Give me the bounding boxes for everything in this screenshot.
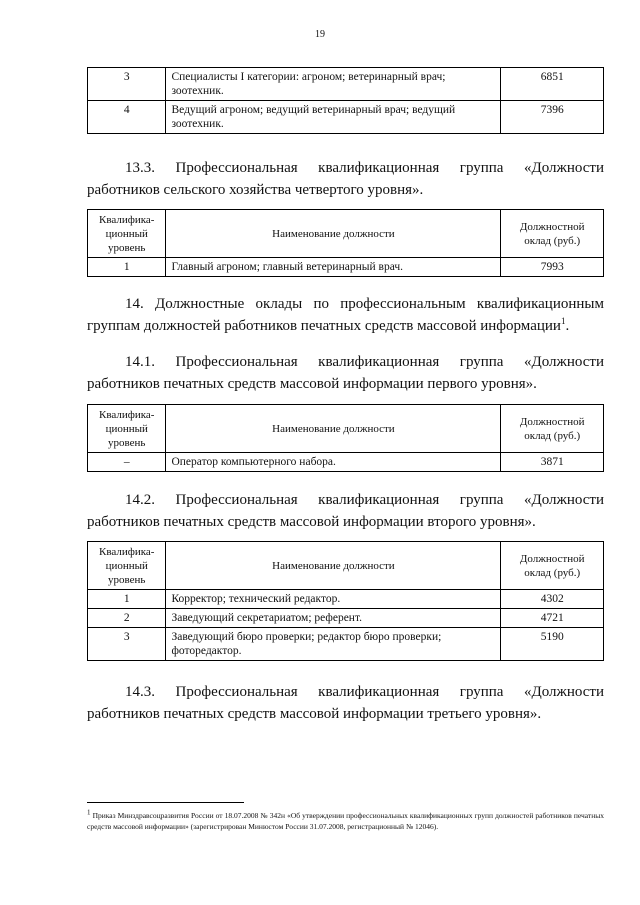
column-header-salary: Должностной оклад (руб.) — [501, 405, 604, 453]
section-13-3-heading — [87, 157, 604, 201]
paragraph-line: 14. Должностные оклады по профессиональным квалификационным — [125, 296, 604, 312]
column-header-level: Квалифика-ционный уровень — [88, 210, 166, 258]
table-row — [88, 609, 604, 628]
level-cell: 1 — [88, 258, 166, 277]
paragraph-line: работников печатных средств массовой информации первого уровня». — [87, 376, 537, 392]
paragraph-line: 14.1. Профессиональная квалификационная группа «Должности — [125, 354, 604, 370]
table-header-row — [88, 405, 604, 453]
table-row — [88, 68, 604, 101]
table-media-first-level — [87, 404, 604, 472]
paragraph-line: 13.3. Профессиональная квалификационная группа «Должности — [125, 160, 604, 176]
table-row — [88, 628, 604, 661]
page-number: 19 — [315, 29, 325, 40]
column-header-level: Квалифика-ционный уровень — [88, 405, 166, 453]
position-name-cell: Ведущий агроном; ведущий ветеринарный врач; ведущий зоотехник. — [166, 101, 501, 134]
column-header-position: Наименование должности — [166, 542, 501, 590]
section-14-heading — [87, 293, 604, 337]
salary-cell: 3871 — [501, 453, 604, 472]
column-header-position: Наименование должности — [166, 405, 501, 453]
salary-cell: 7396 — [501, 101, 604, 134]
position-name-cell: Оператор компьютерного набора. — [166, 453, 501, 472]
footnote — [87, 810, 604, 832]
table-header-row — [88, 210, 604, 258]
paragraph-line: 14.3. Профессиональная квалификационная группа «Должности — [125, 684, 604, 700]
paragraph-line: 14.2. Профессиональная квалификационная группа «Должности — [125, 492, 604, 508]
level-cell: 1 — [88, 590, 166, 609]
table-row — [88, 258, 604, 277]
level-cell: – — [88, 453, 166, 472]
column-header-salary: Должностной оклад (руб.) — [501, 542, 604, 590]
table-row — [88, 590, 604, 609]
table-header-row — [88, 542, 604, 590]
footnote-mark: 1 — [87, 808, 91, 817]
level-cell: 3 — [88, 68, 166, 101]
position-name-cell: Специалисты I категории: агроном; ветеринарный врач; зоотехник. — [166, 68, 501, 101]
section-14-3-heading — [87, 681, 604, 725]
paragraph-line: работников печатных средств массовой информации второго уровня». — [87, 514, 536, 530]
position-name-cell: Заведующий секретариатом; референт. — [166, 609, 501, 628]
table-agri-fourth-level — [87, 209, 604, 277]
salary-cell: 5190 — [501, 628, 604, 661]
salary-cell: 4721 — [501, 609, 604, 628]
column-header-position: Наименование должности — [166, 210, 501, 258]
footnote-text: Приказ Минздравсоцразвития России от 18.07.2008 № 342н «Об утверждении профессиональных квалификационных групп должностей работников печатных средств массовой информации» (зарегистрирован Минюстом России 31.07.2008, регистрационный № 12046). — [87, 811, 605, 831]
salary-cell: 6851 — [501, 68, 604, 101]
column-header-salary: Должностной оклад (руб.) — [501, 210, 604, 258]
position-name-cell: Корректор; технический редактор. — [166, 590, 501, 609]
position-name-cell: Заведующий бюро проверки; редактор бюро проверки; фоторедактор. — [166, 628, 501, 661]
footnote-reference: 1 — [560, 316, 566, 326]
paragraph-line: работников сельского хозяйства четвертого уровня». — [87, 182, 424, 198]
table-row — [88, 453, 604, 472]
paragraph-line: группам должностей работников печатных средств массовой информации$^1$. — [87, 316, 570, 334]
level-cell: 2 — [88, 609, 166, 628]
table-agri-third-level-continued — [87, 67, 604, 134]
table-row — [88, 101, 604, 134]
level-cell: 3 — [88, 628, 166, 661]
level-cell: 4 — [88, 101, 166, 134]
salary-cell: 4302 — [501, 590, 604, 609]
salary-cell: 7993 — [501, 258, 604, 277]
paragraph-line: работников печатных средств массовой информации третьего уровня». — [87, 706, 542, 722]
position-name-cell: Главный агроном; главный ветеринарный врач. — [166, 258, 501, 277]
section-14-2-heading — [87, 489, 604, 533]
footnote-divider — [87, 802, 244, 803]
column-header-level: Квалифика-ционный уровень — [88, 542, 166, 590]
table-media-second-level — [87, 541, 604, 661]
section-14-1-heading — [87, 351, 604, 395]
